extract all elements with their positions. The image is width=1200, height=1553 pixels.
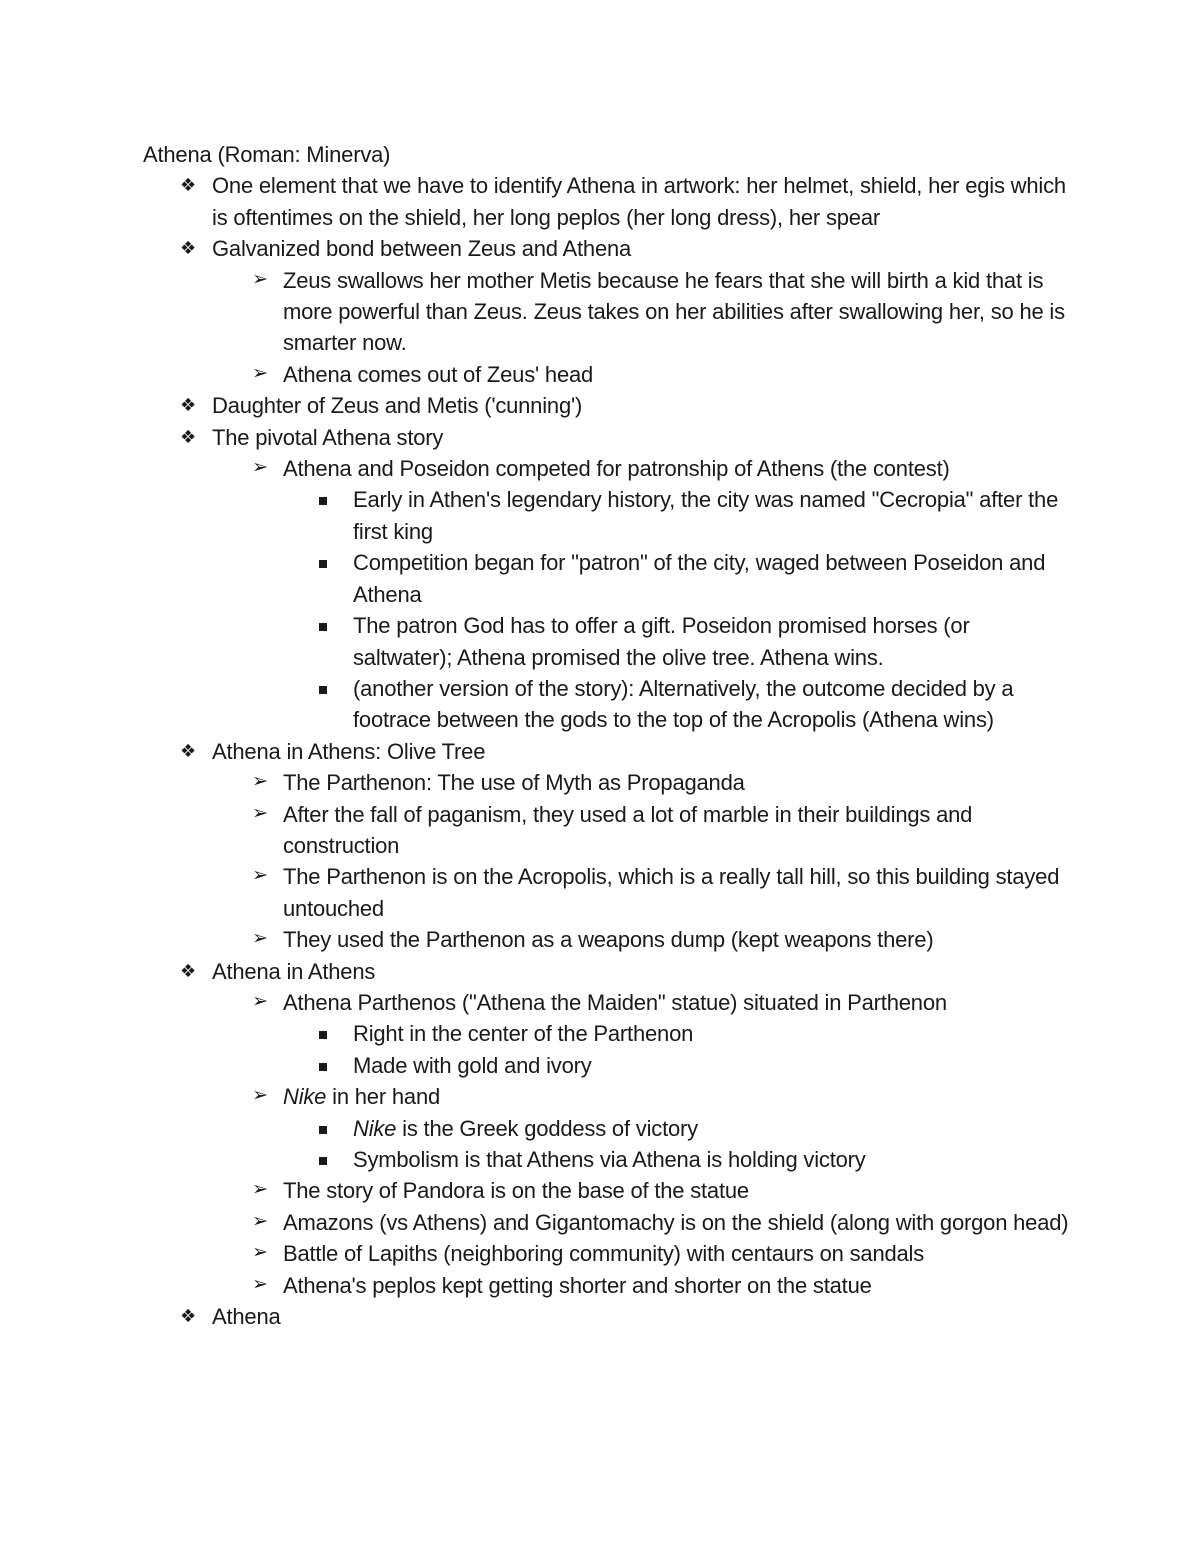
list-item-text — [283, 268, 1065, 356]
item-text: Made with gold and ivory — [353, 1052, 592, 1078]
page-title: Athena (Roman: Minerva) — [143, 142, 391, 167]
list-item-text — [212, 425, 443, 450]
item-text: Athena in Athens: Olive Tree — [212, 738, 486, 764]
sub-list-level-3 — [283, 1018, 1073, 1081]
list-item-level-2 — [212, 1081, 1073, 1175]
emphasis-text: Nike — [353, 1115, 397, 1141]
square-bullet-icon — [319, 686, 327, 694]
list-item-text — [283, 456, 950, 481]
arrowhead-bullet-icon: ➢ — [252, 1178, 268, 1201]
list-item-text — [283, 362, 593, 387]
square-bullet-icon — [319, 1031, 327, 1039]
list-item-text — [212, 393, 582, 418]
sub-list-level-2 — [212, 453, 1073, 736]
square-bullet-icon — [319, 560, 327, 568]
list-item-level-1 — [143, 956, 1073, 1301]
sub-list-level-3 — [283, 484, 1073, 735]
list-item-level-2 — [212, 1270, 1073, 1301]
list-item-text — [353, 676, 1013, 732]
arrowhead-bullet-icon: ➢ — [252, 456, 268, 479]
list-item-text — [353, 550, 1045, 606]
arrowhead-bullet-icon: ➢ — [252, 267, 268, 290]
diamond-bullet-icon: ❖ — [180, 175, 196, 197]
diamond-bullet-icon: ❖ — [180, 960, 196, 982]
list-item-level-3 — [283, 1113, 1073, 1144]
list-item-level-2 — [212, 1207, 1073, 1238]
emphasis-text: Nike — [283, 1084, 327, 1110]
item-text: The pivotal Athena story — [212, 424, 444, 450]
list-item-level-2 — [212, 924, 1073, 955]
list-item-text — [353, 613, 970, 669]
list-item-level-1 — [143, 390, 1073, 421]
sub-list-level-3 — [283, 1113, 1073, 1176]
arrowhead-bullet-icon: ➢ — [252, 1084, 268, 1107]
item-text: Athena — [212, 1304, 281, 1330]
list-item-level-2 — [212, 767, 1073, 798]
list-item-level-3 — [283, 1050, 1073, 1081]
item-text: Early in Athen's legendary history, the city was named "Cecropia" after the first king — [353, 487, 1059, 544]
list-item-level-2 — [212, 453, 1073, 736]
list-item-text — [212, 959, 375, 984]
notes-document — [143, 139, 1073, 1332]
item-text: Daughter of Zeus and Metis ('cunning') — [212, 393, 583, 419]
list-item-level-3 — [283, 1144, 1073, 1175]
arrowhead-bullet-icon: ➢ — [252, 927, 268, 950]
square-bullet-icon — [319, 1063, 327, 1071]
arrowhead-bullet-icon: ➢ — [252, 1272, 268, 1295]
list-item-text — [353, 1147, 866, 1172]
square-bullet-icon — [319, 623, 327, 631]
item-text: Competition began for "patron" of the city, waged between Poseidon and Athena — [353, 550, 1046, 607]
list-item-level-3 — [283, 673, 1073, 736]
list-item-text — [283, 1178, 749, 1203]
item-text: Zeus swallows her mother Metis because he fears that she will birth a kid that is more powerful than Zeus. Zeus takes on her abilities after swallowing her, so he is smarter now. — [283, 267, 1065, 356]
list-item-level-3 — [283, 484, 1073, 547]
item-text: Right in the center of the Parthenon — [353, 1021, 694, 1047]
list-item-level-3 — [283, 1018, 1073, 1049]
item-text: Athena Parthenos ("Athena the Maiden" statue) situated in Parthenon — [283, 989, 947, 1015]
list-item-level-1 — [143, 233, 1073, 390]
item-text: Galvanized bond between Zeus and Athena — [212, 236, 632, 262]
arrowhead-bullet-icon: ➢ — [252, 1241, 268, 1264]
item-text: After the fall of paganism, they used a lot of marble in their buildings and construction — [283, 801, 973, 858]
list-item-text — [212, 236, 631, 261]
item-text: Athena comes out of Zeus' head — [283, 361, 594, 387]
item-text: They used the Parthenon as a weapons dump (kept weapons there) — [283, 927, 934, 953]
list-item-level-3 — [283, 547, 1073, 610]
arrowhead-bullet-icon: ➢ — [252, 1209, 268, 1232]
list-item-text — [283, 864, 1059, 920]
item-text: Athena's peplos kept getting shorter and shorter on the statue — [283, 1272, 872, 1298]
list-item-level-3 — [283, 610, 1073, 673]
list-item-text — [212, 739, 485, 764]
list-item-text — [283, 1210, 1068, 1235]
item-text: One element that we have to identify Athena in artwork: her helmet, shield, her egis which is oftentimes on the shield, her long peplos (her long dress), her spear — [212, 173, 1066, 230]
list-item-level-1 — [143, 736, 1073, 956]
diamond-bullet-icon: ❖ — [180, 426, 196, 448]
item-text: Amazons (vs Athens) and Gigantomachy is on the shield (along with gorgon head) — [283, 1209, 1069, 1235]
list-item-level-2 — [212, 987, 1073, 1081]
item-text: The Parthenon is on the Acropolis, which is a really tall hill, so this building stayed untouched — [283, 864, 1060, 921]
item-text: Symbolism is that Athens via Athena is holding victory — [353, 1147, 866, 1172]
arrowhead-bullet-icon: ➢ — [252, 770, 268, 793]
diamond-bullet-icon: ❖ — [180, 1306, 196, 1328]
list-item-text — [283, 1084, 440, 1109]
item-text: Athena and Poseidon competed for patronship of Athens (the contest) — [283, 456, 950, 482]
list-item-level-2 — [212, 1238, 1073, 1269]
item-text: The patron God has to offer a gift. Poseidon promised horses (or saltwater); Athena promised the olive tree. Athena wins. — [353, 613, 970, 670]
list-item-level-1 — [143, 1301, 1073, 1332]
square-bullet-icon — [319, 1126, 327, 1134]
diamond-bullet-icon: ❖ — [180, 238, 196, 260]
sub-list-level-2 — [212, 987, 1073, 1301]
item-text: (another version of the story): Alternatively, the outcome decided by a footrace between the gods to the top of the Acropolis (Athena wins) — [353, 675, 1014, 733]
arrowhead-bullet-icon: ➢ — [252, 989, 268, 1012]
list-item-text — [283, 927, 933, 952]
item-text: Athena in Athens — [212, 958, 376, 984]
list-item-level-2 — [212, 1175, 1073, 1206]
diamond-bullet-icon: ❖ — [180, 740, 196, 762]
sub-list-level-2 — [212, 767, 1073, 955]
outline-list — [143, 170, 1073, 1332]
list-item-text — [353, 1116, 698, 1141]
list-item-level-2 — [212, 861, 1073, 924]
list-item-level-1 — [143, 170, 1073, 233]
item-text: The story of Pandora is on the base of the statue — [283, 1178, 749, 1204]
sub-list-level-2 — [212, 265, 1073, 391]
list-item-level-2 — [212, 265, 1073, 359]
arrowhead-bullet-icon: ➢ — [252, 361, 268, 384]
item-text: in her hand — [326, 1084, 441, 1110]
arrowhead-bullet-icon: ➢ — [252, 864, 268, 887]
list-item-text — [353, 1021, 693, 1046]
list-item-text — [353, 487, 1058, 543]
list-item-level-1 — [143, 422, 1073, 736]
arrowhead-bullet-icon: ➢ — [252, 801, 268, 824]
item-text: The Parthenon: The use of Myth as Propaganda — [283, 770, 745, 796]
item-text: is the Greek goddess of victory — [396, 1115, 698, 1141]
list-item-level-2 — [212, 799, 1073, 862]
list-item-text — [353, 1053, 592, 1078]
list-item-text — [283, 990, 947, 1015]
list-item-text — [212, 1304, 281, 1329]
square-bullet-icon — [319, 497, 327, 505]
list-item-text — [283, 770, 745, 795]
square-bullet-icon — [319, 1157, 327, 1165]
item-text: Battle of Lapiths (neighboring community) with centaurs on sandals — [283, 1241, 925, 1267]
list-item-text — [283, 1241, 924, 1266]
list-item-text — [283, 1273, 872, 1298]
diamond-bullet-icon: ❖ — [180, 395, 196, 417]
list-item-text — [212, 173, 1066, 229]
list-item-level-2 — [212, 359, 1073, 390]
list-item-text — [283, 802, 972, 858]
